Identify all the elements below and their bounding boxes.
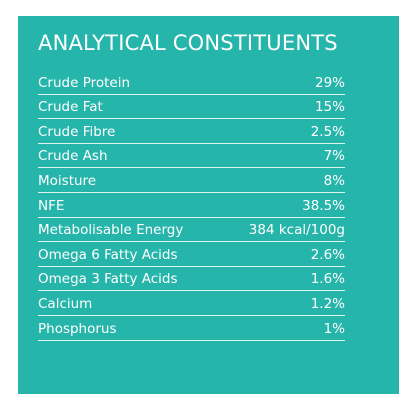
row-value: 2.5% [310, 123, 345, 140]
table-row [38, 119, 345, 144]
row-label: Crude Protein [38, 74, 131, 91]
row-label: Crude Ash [38, 148, 108, 165]
row-label: NFE [38, 197, 65, 214]
row-value: 38.5% [302, 197, 345, 214]
row-value: 2.6% [310, 246, 345, 263]
row-value: 29% [314, 74, 345, 91]
table-row [38, 242, 345, 267]
row-value: 7% [323, 148, 345, 165]
constituents-table [38, 70, 345, 341]
row-value: 15% [314, 99, 345, 116]
row-label: Omega 6 Fatty Acids [38, 246, 178, 263]
row-label: Moisture [38, 172, 97, 189]
row-value: 1.6% [310, 271, 345, 288]
table-row [38, 95, 345, 120]
table-row [38, 70, 345, 95]
panel-title: ANALYTICAL CONSTITUENTS [38, 31, 338, 55]
table-row [38, 267, 345, 292]
row-label: Crude Fat [38, 99, 103, 116]
table-row [38, 144, 345, 169]
row-value: 384 kcal/100g [248, 222, 345, 239]
table-row [38, 218, 345, 243]
row-value: 1% [323, 320, 345, 337]
table-row [38, 168, 345, 193]
row-value: 1.2% [310, 295, 345, 312]
table-row [38, 193, 345, 218]
row-value: 8% [323, 172, 345, 189]
row-label: Omega 3 Fatty Acids [38, 271, 178, 288]
table-row [38, 316, 345, 341]
table-row [38, 291, 345, 316]
row-label: Calcium [38, 295, 93, 312]
row-label: Phosphorus [38, 320, 117, 337]
row-label: Crude Fibre [38, 123, 116, 140]
row-label: Metabolisable Energy [38, 222, 184, 239]
